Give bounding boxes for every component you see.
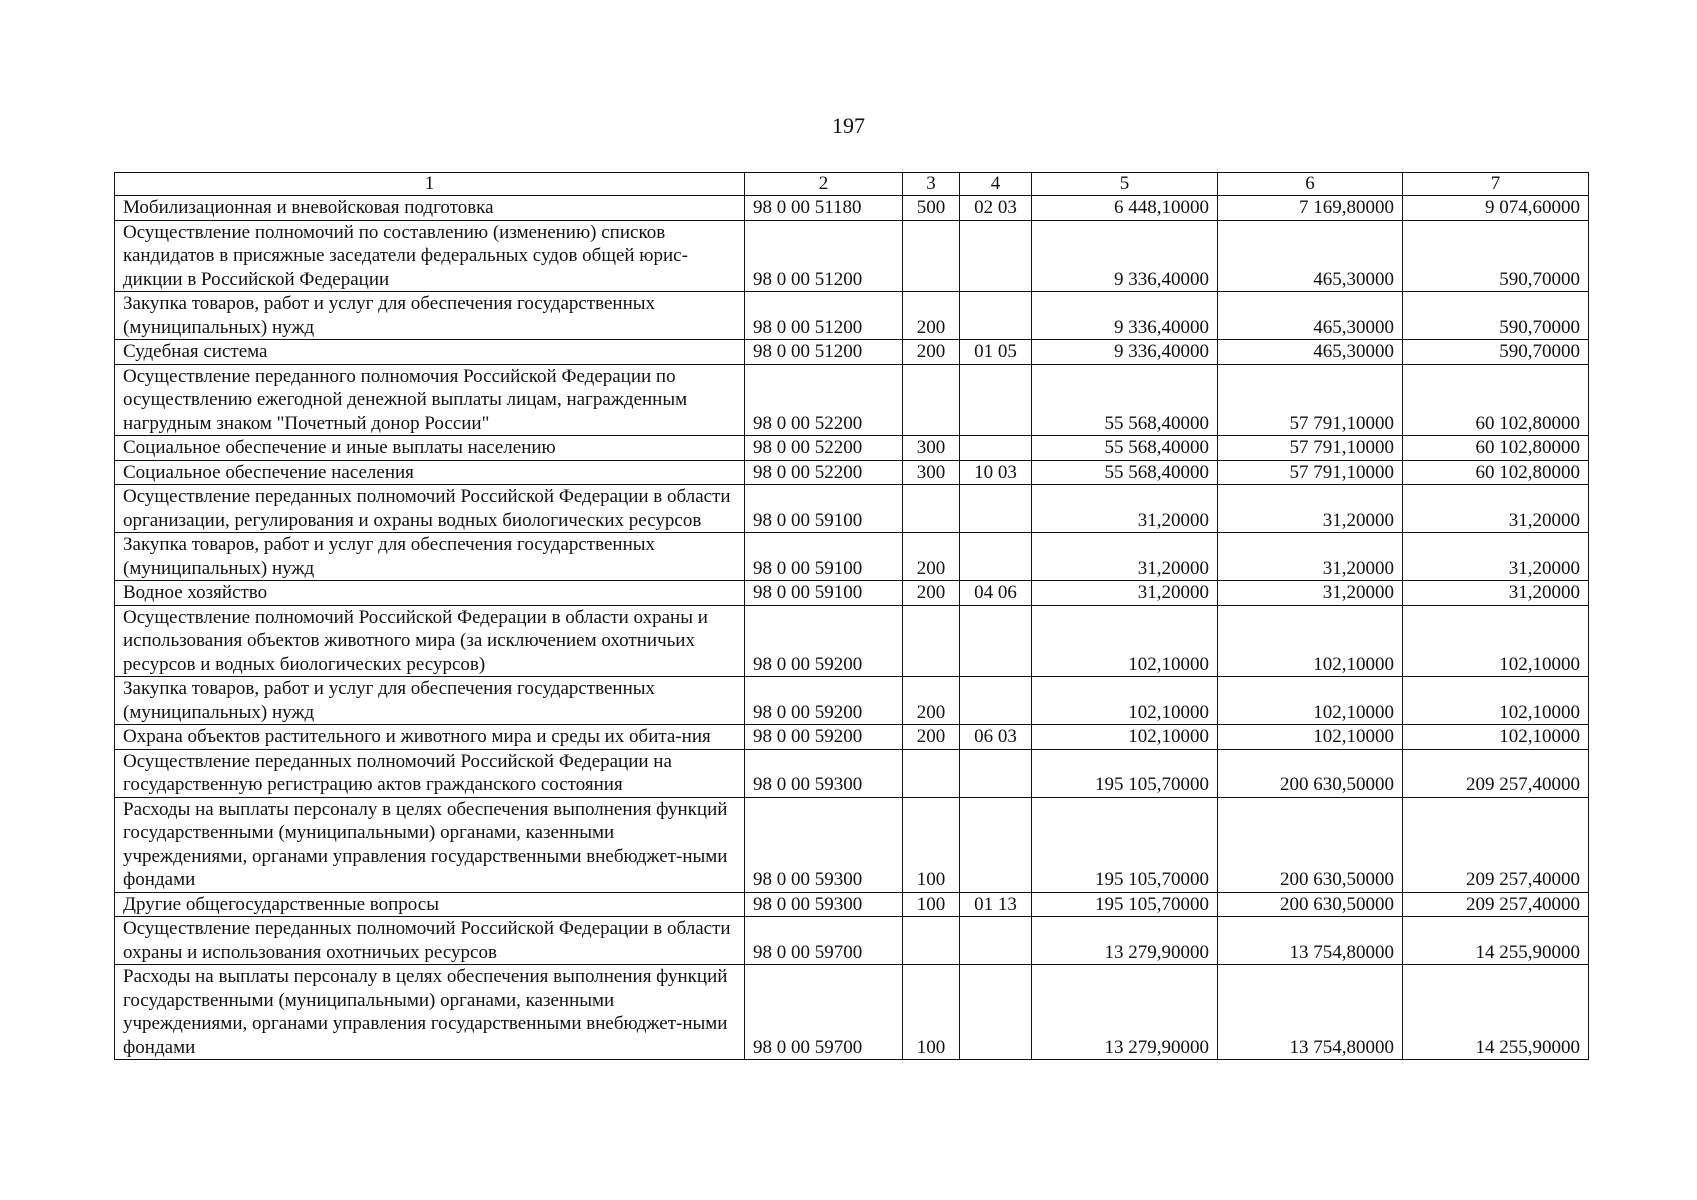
amount-col5-cell: 6 448,10000	[1032, 196, 1218, 221]
row-name-cell: Осуществление переданного полномочия Российской Федерации по осуществлению ежегодной денежной выплаты лицам, награжденным нагрудным знаком "Почетный донор России"	[115, 364, 745, 436]
amount-col7-cell: 590,70000	[1403, 340, 1589, 365]
amount-col6-cell: 57 791,10000	[1218, 436, 1403, 461]
amount-col7-cell: 60 102,80000	[1403, 460, 1589, 485]
section-subsection-cell	[960, 917, 1032, 965]
page-number: 197	[832, 113, 865, 138]
amount-col6-cell: 465,30000	[1218, 220, 1403, 292]
target-article-code-cell: 98 0 00 52200	[745, 436, 903, 461]
section-subsection-cell: 02 03	[960, 196, 1032, 221]
row-name-cell: Осуществление полномочий Российской Федерации в области охраны и использования объектов животного мира (за исключением охотничьих ресурсов и водных биологических ресурсов)	[115, 605, 745, 677]
amount-col7-cell: 102,10000	[1403, 677, 1589, 725]
section-subsection-cell	[960, 220, 1032, 292]
target-article-code-cell: 98 0 00 59100	[745, 533, 903, 581]
amount-col6-cell: 57 791,10000	[1218, 364, 1403, 436]
amount-col7-cell: 590,70000	[1403, 220, 1589, 292]
amount-col6-cell: 200 630,50000	[1218, 749, 1403, 797]
amount-col6-cell: 465,30000	[1218, 340, 1403, 365]
row-name-cell: Закупка товаров, работ и услуг для обеспечения государственных (муниципальных) нужд	[115, 677, 745, 725]
amount-col5-cell: 31,20000	[1032, 485, 1218, 533]
table-row	[115, 196, 1589, 221]
table-row	[115, 436, 1589, 461]
amount-col5-cell: 13 279,90000	[1032, 965, 1218, 1060]
row-name-cell: Осуществление полномочий по составлению (изменению) списков кандидатов в присяжные заседатели федеральных судов общей юрис-дикции в Российской Федерации	[115, 220, 745, 292]
column-number-row	[115, 173, 1589, 196]
amount-col7-cell: 14 255,90000	[1403, 917, 1589, 965]
section-subsection-cell: 01 13	[960, 892, 1032, 917]
column-number: 4	[960, 173, 1032, 196]
row-name-cell: Осуществление переданных полномочий Российской Федерации в области организации, регулирования и охраны водных биологических ресурсов	[115, 485, 745, 533]
column-number: 3	[903, 173, 960, 196]
amount-col7-cell: 60 102,80000	[1403, 364, 1589, 436]
target-article-code-cell: 98 0 00 59300	[745, 797, 903, 892]
section-subsection-cell	[960, 364, 1032, 436]
expense-type-cell	[903, 605, 960, 677]
target-article-code-cell: 98 0 00 52200	[745, 460, 903, 485]
target-article-code-cell: 98 0 00 59300	[745, 749, 903, 797]
amount-col7-cell: 60 102,80000	[1403, 436, 1589, 461]
row-name-cell: Осуществление переданных полномочий Российской Федерации в области охраны и использования охотничьих ресурсов	[115, 917, 745, 965]
table-row	[115, 749, 1589, 797]
target-article-code-cell: 98 0 00 51200	[745, 292, 903, 340]
target-article-code-cell: 98 0 00 59200	[745, 725, 903, 750]
section-subsection-cell	[960, 485, 1032, 533]
row-name-cell: Судебная система	[115, 340, 745, 365]
amount-col5-cell: 55 568,40000	[1032, 460, 1218, 485]
section-subsection-cell	[960, 749, 1032, 797]
amount-col5-cell: 9 336,40000	[1032, 292, 1218, 340]
expense-type-cell	[903, 364, 960, 436]
amount-col6-cell: 102,10000	[1218, 725, 1403, 750]
section-subsection-cell	[960, 677, 1032, 725]
amount-col6-cell: 13 754,80000	[1218, 965, 1403, 1060]
row-name-cell: Расходы на выплаты персоналу в целях обеспечения выполнения функций государственными (муниципальными) органами, казенными учреждениями, органами управления государственными внебюджет-ными фондами	[115, 965, 745, 1060]
expense-type-cell: 100	[903, 965, 960, 1060]
amount-col5-cell: 55 568,40000	[1032, 436, 1218, 461]
section-subsection-cell: 10 03	[960, 460, 1032, 485]
section-subsection-cell: 04 06	[960, 581, 1032, 606]
expense-type-cell: 500	[903, 196, 960, 221]
section-subsection-cell	[960, 292, 1032, 340]
amount-col7-cell: 31,20000	[1403, 581, 1589, 606]
amount-col7-cell: 9 074,60000	[1403, 196, 1589, 221]
amount-col5-cell: 102,10000	[1032, 725, 1218, 750]
expense-type-cell: 200	[903, 581, 960, 606]
table-row	[115, 485, 1589, 533]
section-subsection-cell	[960, 533, 1032, 581]
expense-type-cell: 200	[903, 725, 960, 750]
section-subsection-cell: 06 03	[960, 725, 1032, 750]
amount-col6-cell: 13 754,80000	[1218, 917, 1403, 965]
amount-col7-cell: 209 257,40000	[1403, 749, 1589, 797]
target-article-code-cell: 98 0 00 59100	[745, 485, 903, 533]
table-row	[115, 292, 1589, 340]
row-name-cell: Расходы на выплаты персоналу в целях обеспечения выполнения функций государственными (муниципальными) органами, казенными учреждениями, органами управления государственными внебюджет-ными фондами	[115, 797, 745, 892]
table-row	[115, 581, 1589, 606]
table-row	[115, 460, 1589, 485]
amount-col6-cell: 31,20000	[1218, 485, 1403, 533]
expense-type-cell	[903, 749, 960, 797]
amount-col5-cell: 9 336,40000	[1032, 340, 1218, 365]
amount-col6-cell: 102,10000	[1218, 677, 1403, 725]
amount-col6-cell: 31,20000	[1218, 581, 1403, 606]
section-subsection-cell	[960, 965, 1032, 1060]
column-number: 6	[1218, 173, 1403, 196]
target-article-code-cell: 98 0 00 51200	[745, 340, 903, 365]
amount-col6-cell: 200 630,50000	[1218, 892, 1403, 917]
amount-col6-cell: 31,20000	[1218, 533, 1403, 581]
expense-type-cell: 200	[903, 292, 960, 340]
amount-col7-cell: 102,10000	[1403, 605, 1589, 677]
row-name-cell: Социальное обеспечение населения	[115, 460, 745, 485]
table-row	[115, 917, 1589, 965]
target-article-code-cell: 98 0 00 59100	[745, 581, 903, 606]
column-number: 5	[1032, 173, 1218, 196]
amount-col5-cell: 31,20000	[1032, 533, 1218, 581]
amount-col5-cell: 13 279,90000	[1032, 917, 1218, 965]
expense-type-cell	[903, 485, 960, 533]
column-number: 2	[745, 173, 903, 196]
amount-col7-cell: 209 257,40000	[1403, 892, 1589, 917]
table-row	[115, 533, 1589, 581]
table-row	[115, 677, 1589, 725]
amount-col5-cell: 102,10000	[1032, 605, 1218, 677]
expense-type-cell: 100	[903, 892, 960, 917]
expense-type-cell: 300	[903, 460, 960, 485]
amount-col5-cell: 9 336,40000	[1032, 220, 1218, 292]
expense-type-cell: 100	[903, 797, 960, 892]
row-name-cell: Осуществление переданных полномочий Российской Федерации на государственную регистрацию актов гражданского состояния	[115, 749, 745, 797]
target-article-code-cell: 98 0 00 59200	[745, 605, 903, 677]
row-name-cell: Закупка товаров, работ и услуг для обеспечения государственных (муниципальных) нужд	[115, 292, 745, 340]
target-article-code-cell: 98 0 00 52200	[745, 364, 903, 436]
target-article-code-cell: 98 0 00 51180	[745, 196, 903, 221]
section-subsection-cell	[960, 797, 1032, 892]
target-article-code-cell: 98 0 00 59700	[745, 917, 903, 965]
row-name-cell: Мобилизационная и вневойсковая подготовка	[115, 196, 745, 221]
expense-type-cell: 200	[903, 677, 960, 725]
amount-col7-cell: 102,10000	[1403, 725, 1589, 750]
amount-col5-cell: 55 568,40000	[1032, 364, 1218, 436]
amount-col6-cell: 200 630,50000	[1218, 797, 1403, 892]
table-row	[115, 605, 1589, 677]
target-article-code-cell: 98 0 00 59700	[745, 965, 903, 1060]
expense-type-cell	[903, 220, 960, 292]
row-name-cell: Закупка товаров, работ и услуг для обеспечения государственных (муниципальных) нужд	[115, 533, 745, 581]
target-article-code-cell: 98 0 00 59200	[745, 677, 903, 725]
table-row	[115, 340, 1589, 365]
amount-col7-cell: 14 255,90000	[1403, 965, 1589, 1060]
amount-col7-cell: 590,70000	[1403, 292, 1589, 340]
expense-type-cell: 200	[903, 340, 960, 365]
amount-col5-cell: 102,10000	[1032, 677, 1218, 725]
row-name-cell: Охрана объектов растительного и животного мира и среды их обита-ния	[115, 725, 745, 750]
expense-type-cell: 200	[903, 533, 960, 581]
row-name-cell: Водное хозяйство	[115, 581, 745, 606]
amount-col5-cell: 195 105,70000	[1032, 749, 1218, 797]
column-number: 7	[1403, 173, 1589, 196]
expense-type-cell	[903, 917, 960, 965]
table-row	[115, 220, 1589, 292]
table-row	[115, 364, 1589, 436]
amount-col6-cell: 7 169,80000	[1218, 196, 1403, 221]
section-subsection-cell	[960, 605, 1032, 677]
amount-col7-cell: 209 257,40000	[1403, 797, 1589, 892]
amount-col6-cell: 102,10000	[1218, 605, 1403, 677]
target-article-code-cell: 98 0 00 59300	[745, 892, 903, 917]
amount-col7-cell: 31,20000	[1403, 485, 1589, 533]
column-number: 1	[115, 173, 745, 196]
amount-col6-cell: 465,30000	[1218, 292, 1403, 340]
amount-col6-cell: 57 791,10000	[1218, 460, 1403, 485]
expense-type-cell: 300	[903, 436, 960, 461]
amount-col5-cell: 195 105,70000	[1032, 797, 1218, 892]
amount-col7-cell: 31,20000	[1403, 533, 1589, 581]
section-subsection-cell	[960, 436, 1032, 461]
table-row	[115, 797, 1589, 892]
table-row	[115, 965, 1589, 1060]
section-subsection-cell: 01 05	[960, 340, 1032, 365]
budget-table	[114, 172, 1589, 1060]
amount-col5-cell: 31,20000	[1032, 581, 1218, 606]
table-row	[115, 725, 1589, 750]
row-name-cell: Социальное обеспечение и иные выплаты населению	[115, 436, 745, 461]
amount-col5-cell: 195 105,70000	[1032, 892, 1218, 917]
target-article-code-cell: 98 0 00 51200	[745, 220, 903, 292]
table-row	[115, 892, 1589, 917]
row-name-cell: Другие общегосударственные вопросы	[115, 892, 745, 917]
